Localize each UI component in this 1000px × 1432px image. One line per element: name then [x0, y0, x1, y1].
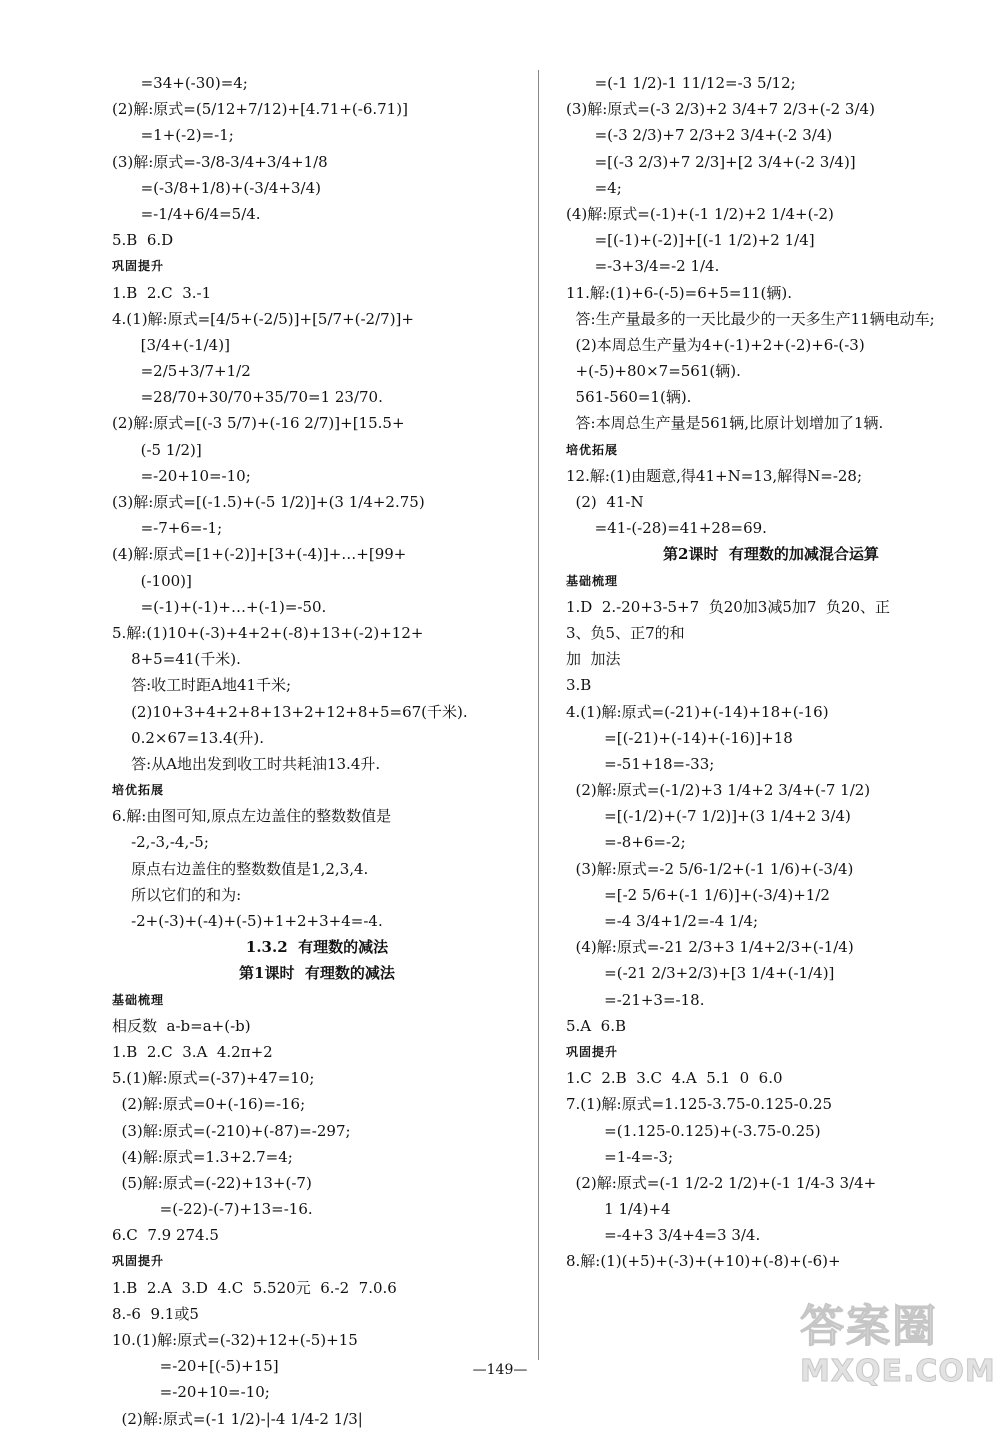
answer-line: (3)解:原式=(-210)+(-87)=-297;	[112, 1121, 351, 1140]
answer-line: =-8+6=-2;	[566, 833, 686, 852]
answer-line: 8+5=41(千米).	[112, 650, 241, 669]
answer-line: 3、负5、正7的和	[566, 623, 685, 642]
answer-line: 5.A 6.B	[566, 1016, 627, 1035]
answer-line: =(-22)-(-7)+13=-16.	[112, 1200, 313, 1219]
section-heading: 基础梳理	[112, 992, 165, 1007]
section-heading: 基础梳理	[566, 573, 619, 588]
answer-line: =4;	[566, 178, 622, 197]
answer-line: (4)解:原式=1.3+2.7=4;	[112, 1147, 293, 1166]
answer-line: 答:从A地出发到收工时共耗油13.4升.	[112, 754, 381, 773]
left-column	[112, 70, 522, 1432]
watermark-text-url: MXQE.COM	[800, 1354, 996, 1389]
answer-line: =-3+3/4=-2 1/4.	[566, 257, 720, 276]
section-heading: 培优拓展	[112, 783, 165, 798]
answer-line: 所以它们的和为:	[112, 885, 242, 904]
answer-line: 10.(1)解:原式=(-32)+12+(-5)+15	[112, 1331, 358, 1349]
answer-line: (4)解:原式=(-1)+(-1 1/2)+2 1/4+(-2)	[566, 204, 834, 223]
answer-line: (4)解:原式=[1+(-2)]+[3+(-4)]+…+[99+	[112, 545, 407, 564]
answer-line: =(-3 2/3)+7 2/3+2 3/4+(-2 3/4)	[566, 126, 833, 145]
section-heading: 培优拓展	[566, 442, 619, 457]
answer-line: =-21+3=-18.	[566, 990, 705, 1009]
answer-line: =(-21 2/3+2/3)+[3 1/4+(-1/4)]	[566, 964, 835, 983]
answer-line: 8.解:(1)(+5)+(-3)+(+10)+(-8)+(-6)+	[566, 1252, 841, 1271]
answer-line: (2) 41-N	[566, 493, 644, 511]
answer-line: =(-3/8+1/8)+(-3/4+3/4)	[112, 178, 321, 197]
answer-line: =-4 3/4+1/2=-4 1/4;	[566, 912, 759, 930]
answer-line: =-4+3 3/4+4=3 3/4.	[566, 1226, 761, 1245]
answer-line: =-7+6=-1;	[112, 519, 223, 538]
answer-line: 4.(1)解:原式=(-21)+(-14)+18+(-16)	[566, 702, 829, 721]
answer-line: 答:本周总生产量是561辆,比原计划增加了1辆.	[566, 414, 884, 433]
answer-line: 4.(1)解:原式=[4/5+(-2/5)]+[5/7+(-2/7)]+	[112, 309, 414, 328]
answer-line: 1.B 2.C 3.-1	[112, 283, 212, 302]
answer-line: (2)解:原式=(-1/2)+3 1/4+2 3/4+(-7 1/2)	[566, 781, 871, 800]
answer-line: 8.-6 9.1或5	[112, 1304, 199, 1323]
answer-line: 答:收工时距A地41千米;	[112, 676, 292, 695]
right-column	[566, 70, 976, 1275]
answer-line: (3)解:原式=-2 5/6-1/2+(-1 1/6)+(-3/4)	[566, 859, 854, 878]
answer-line: =1-4=-3;	[566, 1147, 674, 1166]
answer-line: =(1.125-0.125)+(-3.75-0.25)	[566, 1121, 821, 1140]
answer-line: -2+(-3)+(-4)+(-5)+1+2+3+4=-4.	[112, 912, 383, 930]
watermark-logo	[800, 1290, 996, 1410]
answer-line: (2)解:原式=0+(-16)=-16;	[112, 1095, 306, 1114]
section-heading: 巩固提升	[566, 1044, 619, 1059]
answer-line: 6.C 7.9 274.5	[112, 1226, 219, 1245]
answer-line: 5.解:(1)10+(-3)+4+2+(-8)+13+(-2)+12+	[112, 623, 424, 642]
answer-line: =-20+10=-10;	[112, 466, 251, 485]
answer-line: (3)解:原式=[(-1.5)+(-5 1/2)]+(3 1/4+2.75)	[112, 493, 425, 511]
answer-line: 7.(1)解:原式=1.125-3.75-0.125-0.25	[566, 1095, 833, 1114]
answer-line: 561-560=1(辆).	[566, 388, 692, 407]
answer-line: +(-5)+80×7=561(辆).	[566, 362, 741, 381]
page-number: —149—	[472, 1362, 528, 1378]
answer-line: 答:生产量最多的一天比最少的一天多生产11辆电动车;	[566, 309, 935, 328]
answer-line: [3/4+(-1/4)]	[112, 335, 230, 354]
answer-line: =28/70+30/70+35/70=1 23/70.	[112, 388, 383, 407]
answer-line: =[-2 5/6+(-1 1/6)]+(-3/4)+1/2	[566, 885, 830, 904]
answer-line: (2)本周总生产量为4+(-1)+2+(-2)+6-(-3)	[566, 335, 865, 354]
answer-line: =2/5+3/7+1/2	[112, 362, 251, 381]
answer-line: (3)解:原式=-3/8-3/4+3/4+1/8	[112, 152, 328, 171]
answer-line: =-20+[(-5)+15]	[112, 1357, 279, 1376]
answer-line: (2)10+3+4+2+8+13+2+12+8+5=67(千米).	[112, 702, 468, 721]
answer-line: 5.(1)解:原式=(-37)+47=10;	[112, 1069, 315, 1088]
answer-line: =34+(-30)=4;	[112, 74, 248, 92]
section-heading: 巩固提升	[112, 259, 165, 274]
lesson-title: 1.3.2 有理数的减法	[245, 938, 389, 957]
answer-line: (2)解:原式=(5/12+7/12)+[4.71+(-6.71)]	[112, 100, 408, 119]
answer-line: 5.B 6.D	[112, 231, 174, 250]
answer-line: =(-1 1/2)-1 11/12=-3 5/12;	[566, 74, 796, 92]
answer-line: =1+(-2)=-1;	[112, 126, 234, 145]
answer-line: (5)解:原式=(-22)+13+(-7)	[112, 1173, 312, 1192]
answer-line: (4)解:原式=-21 2/3+3 1/4+2/3+(-1/4)	[566, 938, 854, 957]
answer-line: =[(-1)+(-2)]+[(-1 1/2)+2 1/4]	[566, 231, 815, 250]
answer-line: 1.B 2.A 3.D 4.C 5.520元 6.-2 7.0.6	[112, 1278, 397, 1297]
answer-line: 原点右边盖住的整数数值是1,2,3,4.	[112, 859, 369, 878]
answer-line: 3.B	[566, 676, 592, 695]
answer-line: (-100)]	[112, 571, 192, 590]
watermark-text-cn: 答案圈	[800, 1301, 938, 1352]
answer-line: 1.B 2.C 3.A 4.2π+2	[112, 1042, 273, 1061]
answer-line: 相反数 a-b=a+(-b)	[112, 1016, 251, 1035]
answer-line: =[(-1/2)+(-7 1/2)]+(3 1/4+2 3/4)	[566, 807, 851, 826]
answer-line: =41-(-28)=41+28=69.	[566, 519, 767, 538]
answer-line: 1.C 2.B 3.C 4.A 5.1 0 6.0	[566, 1069, 783, 1088]
answer-line: 0.2×67=13.4(升).	[112, 728, 265, 747]
answer-line: (2)解:原式=(-1 1/2)-|-4 1/4-2 1/3|	[112, 1409, 363, 1428]
answer-line: =-20+10=-10;	[112, 1383, 270, 1402]
lesson-title: 第1课时 有理数的减法	[239, 964, 395, 983]
answer-line: =-1/4+6/4=5/4.	[112, 204, 261, 223]
answer-line: 1.D 2.-20+3-5+7 负20加3减5加7 负20、正	[566, 597, 891, 616]
answer-line: (3)解:原式=(-3 2/3)+2 3/4+7 2/3+(-2 3/4)	[566, 100, 875, 119]
answer-line: =[(-21)+(-14)+(-16)]+18	[566, 728, 793, 747]
column-divider	[538, 70, 539, 1360]
answer-line: (-5 1/2)]	[112, 440, 202, 459]
answer-line: 11.解:(1)+6-(-5)=6+5=11(辆).	[566, 283, 793, 302]
section-heading: 巩固提升	[112, 1254, 165, 1269]
answer-line: 1 1/4)+4	[566, 1200, 671, 1219]
answer-line: =-51+18=-33;	[566, 754, 715, 773]
answer-line: 12.解:(1)由题意,得41+N=13,解得N=-28;	[566, 466, 863, 485]
answer-line: 加 加法	[566, 650, 621, 669]
answer-line: (2)解:原式=(-1 1/2-2 1/2)+(-1 1/4-3 3/4+	[566, 1173, 877, 1192]
answer-line: (2)解:原式=[(-3 5/7)+(-16 2/7)]+[15.5+	[112, 414, 405, 433]
answer-line: 6.解:由图可知,原点左边盖住的整数数值是	[112, 807, 392, 826]
answer-line: =(-1)+(-1)+…+(-1)=-50.	[112, 597, 327, 616]
lesson-title: 第2课时 有理数的加减混合运算	[663, 545, 879, 564]
answer-line: =[(-3 2/3)+7 2/3]+[2 3/4+(-2 3/4)]	[566, 152, 856, 171]
answer-line: -2,-3,-4,-5;	[112, 833, 209, 852]
